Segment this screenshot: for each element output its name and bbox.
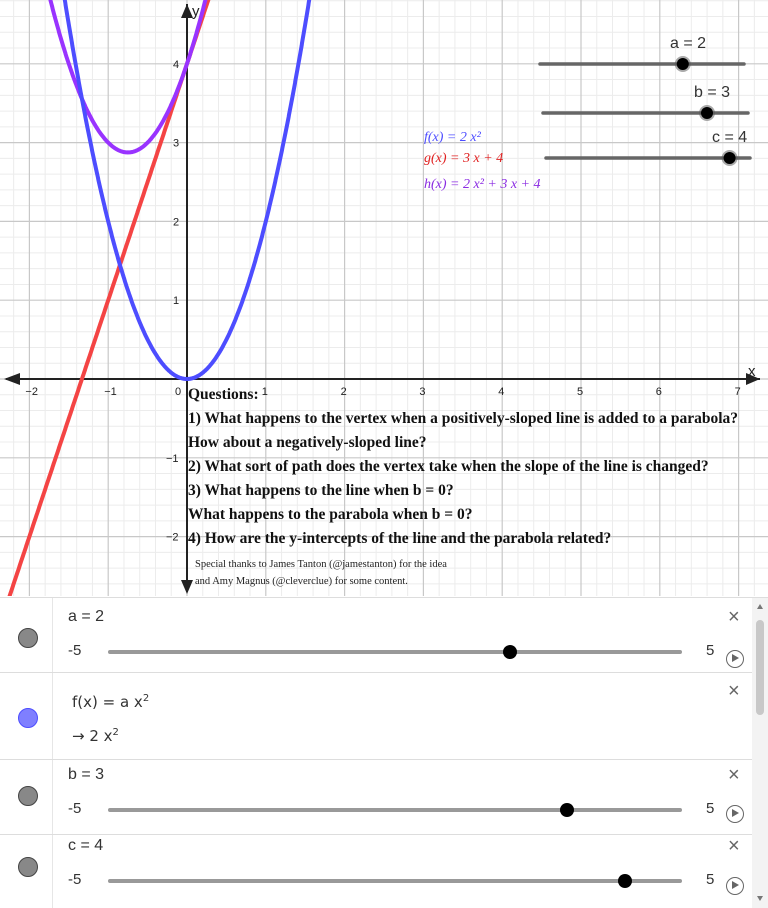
x-tick-label: 5 <box>577 386 584 398</box>
question-line: 4) How are the y-intercepts of the line and the parabola related? <box>188 530 612 547</box>
x-tick-label: 7 <box>734 386 741 398</box>
y-tick-label: −2 <box>166 531 179 544</box>
canvas-slider-handle[interactable] <box>701 107 713 119</box>
x-tick-label: 4 <box>498 386 505 398</box>
row-divider <box>52 835 53 908</box>
play-icon[interactable] <box>726 805 744 823</box>
canvas-slider-handle[interactable] <box>724 152 736 164</box>
play-icon[interactable] <box>726 650 744 668</box>
questions-text <box>188 383 738 551</box>
x-tick-label: −2 <box>25 386 38 398</box>
slider-b-title[interactable]: b = 3 <box>68 766 105 783</box>
x-tick-label: 1 <box>261 386 268 398</box>
f-result <box>72 727 119 745</box>
scroll-down-icon[interactable] <box>757 896 763 901</box>
question-line: What happens to the parabola when b = 0? <box>188 506 473 523</box>
y-tick-label: −1 <box>166 452 179 465</box>
y-tick-label: 3 <box>173 137 180 150</box>
slider-b-min: -5 <box>68 800 82 817</box>
question-line: Questions: <box>188 386 259 403</box>
y-tick-label: 1 <box>173 295 180 308</box>
x-tick-label: 2 <box>340 386 347 398</box>
question-line: How about a negatively-sloped line? <box>188 434 427 451</box>
slider-c-max: 5 <box>706 871 715 888</box>
slider-a-handle[interactable] <box>503 645 517 659</box>
f-function-label[interactable]: f(x) = 2 x² <box>424 130 481 145</box>
row-divider <box>52 673 53 759</box>
question-line: 1) What happens to the vertex when a positively-sloped line is added to a parabola? <box>188 410 739 427</box>
slider-a-title[interactable]: a = 2 <box>68 608 105 625</box>
close-icon[interactable]: × <box>728 680 740 702</box>
f-definition-text: f(x) = a x <box>72 693 143 711</box>
question-line: 3) What happens to the line when b = 0? <box>188 482 454 499</box>
slider-c-min: -5 <box>68 871 82 888</box>
slider-a-label: a = 2 <box>670 35 707 52</box>
h-function-label[interactable]: h(x) = 2 x² + 3 x + 4 <box>424 177 541 192</box>
scroll-up-icon[interactable] <box>757 604 763 609</box>
question-line: 2) What sort of path does the vertex take when the slope of the line is changed? <box>188 458 709 475</box>
algebra-row-slider-c[interactable] <box>0 835 752 908</box>
credits-text <box>195 556 447 590</box>
scroll-thumb[interactable] <box>756 620 764 715</box>
slider-c-track[interactable] <box>108 879 682 883</box>
y-axis-label: y <box>192 3 200 20</box>
x-tick-label: 3 <box>419 386 426 398</box>
algebra-view[interactable] <box>0 597 768 908</box>
close-icon[interactable]: × <box>728 764 740 786</box>
f-definition-exponent: 2 <box>142 693 150 704</box>
g-function-label[interactable]: g(x) = 3 x + 4 <box>424 151 504 166</box>
f-result-text: → 2 x <box>72 727 113 745</box>
visibility-toggle-c[interactable] <box>18 857 38 877</box>
algebra-row-function-f[interactable] <box>0 673 752 760</box>
visibility-toggle-b[interactable] <box>18 786 38 806</box>
slider-c-label: c = 4 <box>712 129 748 146</box>
row-divider <box>52 760 53 834</box>
close-icon[interactable]: × <box>728 606 740 628</box>
credit-line: and Amy Magnus (@cleverclue) for some content. <box>195 576 408 587</box>
x-axis-arrow-icon <box>4 373 20 385</box>
credit-line: Special thanks to James Tanton (@jamestanton) for the idea <box>195 559 447 570</box>
slider-b-label: b = 3 <box>694 84 731 101</box>
slider-c-handle[interactable] <box>618 874 632 888</box>
f-definition[interactable] <box>72 693 149 711</box>
visibility-toggle-a[interactable] <box>18 628 38 648</box>
algebra-row-slider-a[interactable] <box>0 598 752 673</box>
canvas-slider-handle[interactable] <box>677 58 689 70</box>
slider-c-title[interactable]: c = 4 <box>68 837 104 854</box>
slider-b-handle[interactable] <box>560 803 574 817</box>
f-result-exponent: 2 <box>112 727 119 738</box>
slider-b-max: 5 <box>706 800 715 817</box>
algebra-scrollbar[interactable] <box>752 598 768 908</box>
slider-a-min: -5 <box>68 642 82 659</box>
y-tick-label: 2 <box>173 216 180 229</box>
y-tick-label: 4 <box>173 58 180 71</box>
x-axis-label: x <box>748 363 756 380</box>
y-axis-arrow-icon <box>181 580 193 594</box>
x-tick-label: 6 <box>655 386 662 398</box>
slider-a-max: 5 <box>706 642 715 659</box>
x-tick-label: 0 <box>175 386 182 398</box>
visibility-toggle-f[interactable] <box>18 708 38 728</box>
play-icon[interactable] <box>726 877 744 895</box>
slider-a-track[interactable] <box>108 650 682 654</box>
row-divider <box>52 598 53 672</box>
slider-b-track[interactable] <box>108 808 682 812</box>
close-icon[interactable]: × <box>728 835 740 857</box>
x-tick-label: −1 <box>104 386 117 398</box>
algebra-row-slider-b[interactable] <box>0 760 752 835</box>
